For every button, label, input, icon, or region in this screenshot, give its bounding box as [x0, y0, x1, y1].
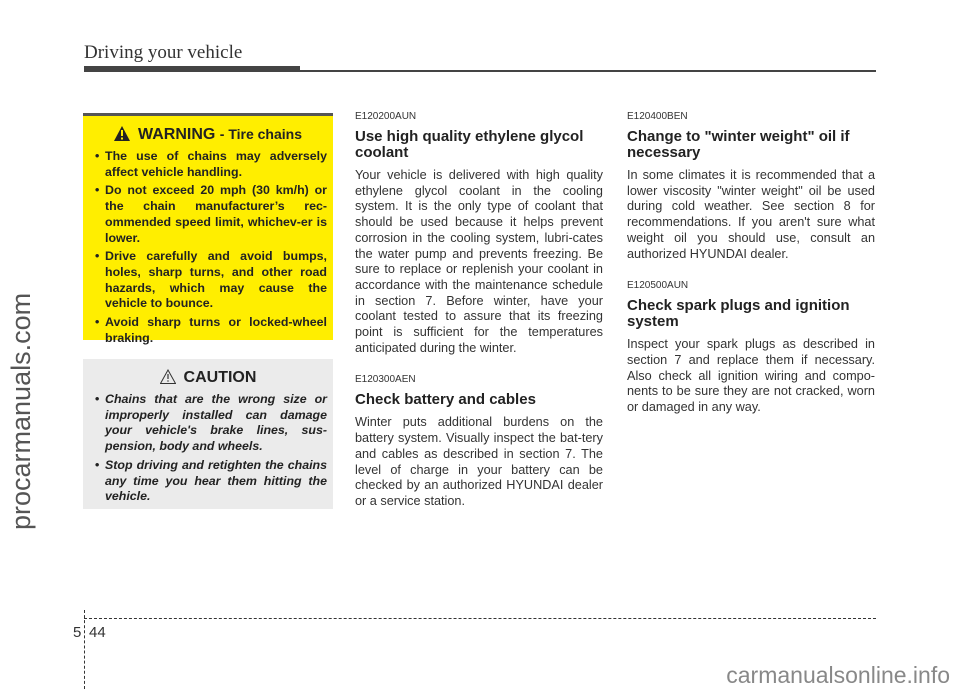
section-code: E120400BEN — [627, 111, 688, 122]
section-heading: Check spark plugs and ignition system — [627, 297, 850, 331]
warning-item: • Drive carefully and avoid bumps, holes, sharp turns, and other road hazards, which may cause the vehicle to bounce. — [91, 249, 327, 312]
caution-item: • Stop driving and retighten the chains any time you hear them hitting the vehicle. — [91, 458, 327, 505]
section-body: Winter puts additional burdens on the battery system. Visually inspect the bat-tery and cables as described in section 7. The level of charge in your battery can be checked by an authorized HYUNDAI dealer or a service station. — [355, 415, 603, 508]
caution-triangle-icon — [160, 369, 176, 389]
footer-page-number: 44 — [89, 624, 106, 641]
warning-subtitle: - Tire chains — [219, 126, 302, 142]
bottom-watermark: carmanualsonline.info — [726, 662, 950, 688]
warning-item: • Do not exceed 20 mph (30 km/h) or the chain manufacturer’s rec-ommended speed limit, whichev-er is lower. — [91, 183, 327, 246]
caution-header — [93, 369, 323, 389]
footer-divider-vertical — [84, 610, 85, 689]
caution-box — [83, 359, 333, 509]
section-code: E120500AUN — [627, 280, 689, 292]
header-rule-thin — [300, 70, 876, 72]
section-heading: Check battery and cables — [355, 391, 536, 409]
section-code: E120300AEN — [355, 374, 416, 386]
caution-item: • Chains that are the wrong size or improperly installed can damage your vehicle's brake lines, sus-pension, body and wheels. — [91, 392, 327, 455]
middle-column — [355, 111, 603, 528]
page-header-title: Driving your vehicle — [84, 42, 243, 63]
warning-header — [93, 126, 323, 146]
section-body: In some climates it is recommended that a lower viscosity "winter weight" oil be used during cold weather. See section 8 for recommendations. If you aren't sure what weight oil you should use, consult an authorized HYUNDAI dealer. — [627, 168, 875, 261]
caution-list — [91, 392, 327, 508]
section-heading: Change to "winter weight" oil if necessary — [627, 128, 850, 161]
warning-item: • Avoid sharp turns or locked-wheel braking. — [91, 315, 327, 346]
warning-list — [91, 149, 327, 349]
section-body: Your vehicle is delivered with high quality ethylene glycol coolant in the cooling system. It is the only type of coolant that should be used because it helps prevent corrosion in the cooling system, lubri-cates the water pump and prevents freezing. Be sure to replace or replenish your coolant in accordance with the maintenance schedule in section 7. Before winter, have your coolant tested to assure that its freezing point is sufficient for the temperatures anticipated during the winter. — [355, 168, 603, 355]
footer-divider-horizontal — [84, 618, 876, 619]
section-heading: Use high quality ethylene glycol coolant — [355, 128, 584, 161]
right-column — [627, 111, 875, 434]
warning-triangle-icon — [114, 126, 130, 146]
warning-item: • The use of chains may adversely affect vehicle handling. — [91, 149, 327, 180]
section-code: E120200AUN — [355, 111, 417, 122]
side-watermark: procarmanuals.com — [6, 292, 36, 530]
warning-box — [83, 113, 333, 345]
caution-label: CAUTION — [183, 369, 257, 386]
footer-section-number: 5 — [73, 624, 82, 641]
section-body: Inspect your spark plugs as described in section 7 and replace them if necessary. Also check all ignition wiring and compo-nents to be sure they are not cracked, worn or damaged in any way. — [627, 337, 875, 415]
warning-label: WARNING — [138, 126, 216, 143]
header-rule-thick — [84, 66, 300, 72]
